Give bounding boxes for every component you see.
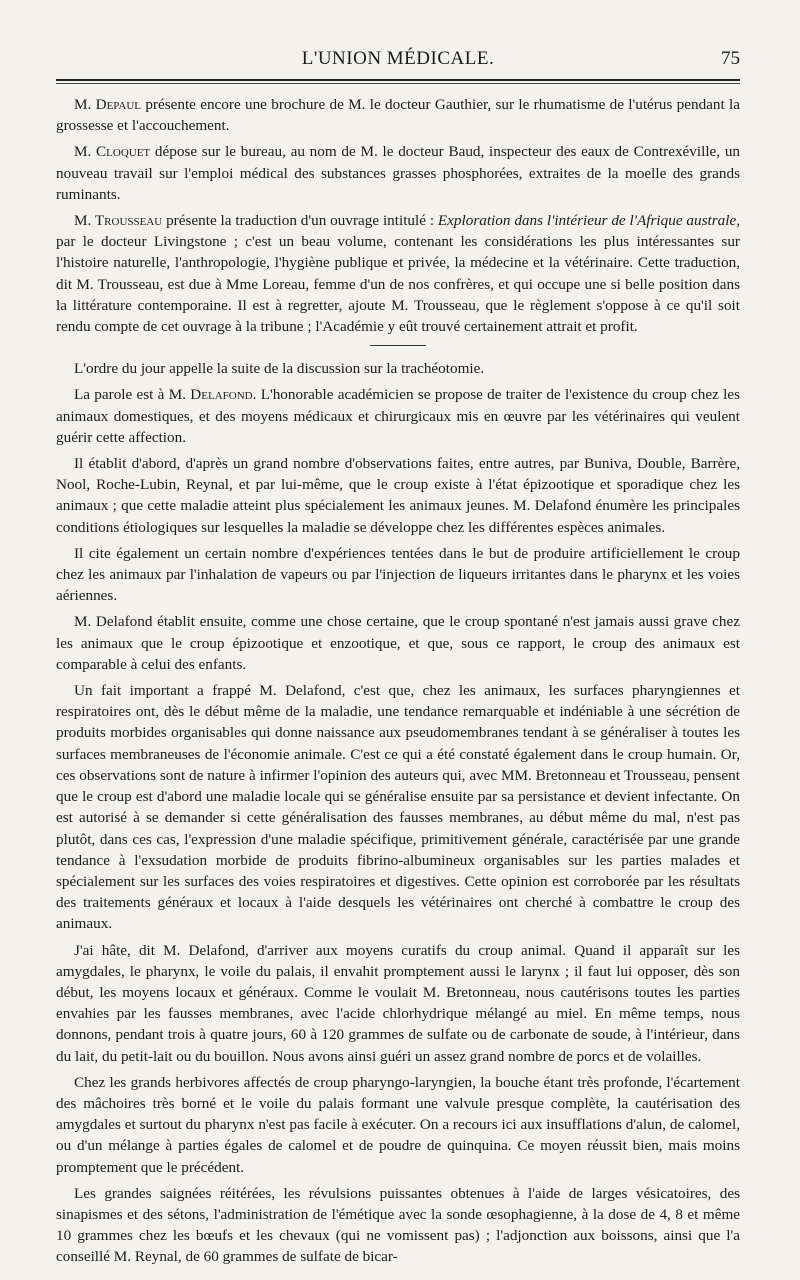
- header-rule: [56, 79, 740, 81]
- running-title: L'UNION MÉDICALE.: [301, 48, 495, 69]
- para-delafond-intro: La parole est à M. Delafond. L'honorable académicien se propose de traiter de l'existence du croup chez les animaux domestiques, et des moyens médicaux et chirurgicaux mis en œuvre par les vétérinaires qui veulent guérir cette affection.: [56, 386, 741, 446]
- page-header: [56, 44, 740, 74]
- section-separator: [370, 345, 426, 346]
- para-moyens-curatifs: J'ai hâte, dit M. Delafond, d'arriver aux moyens curatifs du croup animal. Quand il apparaît sur les amygdales, le pharynx, le voile du palais, il envahit promptement aussi le larynx ; il faut lui opposer, dès son début, les moyens locaux et généraux. Comme le voulait M. Bretonneau, nous cautérisons toutes les parties envahies par les fausses membranes, avec l'acide chlorhydrique mélangé au miel. En même temps, nous donnons, pendant trois à quatre jours, 60 à 120 grammes de sulfate ou de carbonate de soude, à l'intérieur, dans du lait, du petit-lait ou du bouillon. Nous avons ainsi guéri un assez grand nombre de porcs et de volailles.: [56, 941, 740, 1065]
- para-herbivores: Chez les grands herbivores affectés de croup pharyngo-laryngien, la bouche étant très profonde, l'écartement des mâchoires très borné et le voile du palais formant une valvule presque complète, la cautérisation des amygdales et surtout du pharynx n'est pas facile à exécuter. On a recours ici aux insufflations d'alun, de calomel, ou d'un mélange à parties égales de calomel et de poudre de quinquina. Ce moyen réussit bien, mais moins promptement que le précédent.: [56, 1073, 740, 1176]
- para-saignees: Les grandes saignées réitérées, les révulsions puissantes obtenues à l'aide de larges vésicatoires, des sinapismes et des sétons, l'administration de l'émétique avec la sonde œsophagienne, à la dose de 4, 8 et même 10 grammes chez les bœufs et les chevaux (qui ne vomissent pas) ; l'adjonction aux boissons, ainsi que l'a conseillé M. Reynal, de 60 grammes de sulfate de bicar-: [56, 1184, 740, 1266]
- page-number: 75: [721, 48, 740, 69]
- para-trousseau: M. Trousseau présente la traduction d'un ouvrage intitulé : Exploration dans l'intérieur de l'Afrique australe, par le docteur Livingstone ; c'est un beau volume, contenant les considérations les plus intéressantes sur l'histoire naturelle, l'anthropologie, l'hygiène publique et privée, la médecine et la vétérinaire. Cette traduction, dit M. Trousseau, est due à Mme Loreau, femme d'un de nos confrères, et qui occupe une si belle position dans la littérature contemporaine. Il est à regretter, ajoute M. Trousseau, que le règlement s'oppose à ce qu'il soit rendu compte de cet ouvrage à la tribune ; l'Académie y eût trouvé certainement attrait et profit.: [56, 212, 740, 336]
- para-grave: M. Delafond établit ensuite, comme une chose certaine, que le croup spontané n'est jamais aussi grave chez les animaux que le croup épizootique et enzootique, et que, sous ce rapport, le croup des animaux est comparable à celui des enfants.: [56, 613, 740, 673]
- para-observations: Il établit d'abord, d'après un grand nombre d'observations faites, entre autres, par Buniva, Double, Barrère, Nool, Roche-Lubin, Reynal, et par lui-même, que le croup existe à l'état épizootique et sporadique chez les animaux ; que cette maladie atteint plus spécialement les animaux jeunes. M. Delafond énumère les principales conditions étiologiques sur lesquelles la maladie se développe chez les différentes espèces animales.: [56, 455, 740, 536]
- para-cloquet: M. Cloquet dépose sur le bureau, au nom de M. le docteur Baud, inspecteur des eaux de Contrexéville, un nouveau travail sur l'emploi médical des substances grasses phosphorées, extraites de la moelle des grands ruminants.: [56, 143, 741, 203]
- para-experiences: Il cite également un certain nombre d'expériences tentées dans le but de produire artificiellement le croup chez les animaux par l'inhalation de vapeurs ou par l'injection de liqueurs irritantes dans le pharynx et les voies aériennes.: [56, 544, 740, 605]
- article-body: [56, 94, 740, 1273]
- para-ordre: L'ordre du jour appelle la suite de la discussion sur la trachéotomie.: [74, 360, 485, 378]
- para-depaul: M. Depaul présente encore une brochure de M. le docteur Gauthier, sur le rhumatisme de l'utérus pendant la grossesse et l'accouchement.: [56, 96, 741, 135]
- para-fait-important: Un fait important a frappé M. Delafond, c'est que, chez les animaux, les surfaces pharyngiennes et respiratoires ont, dès le début même de la maladie, une tendance remarquable et indéniable à une sécrétion de produits morbides organisables qui donne naissance aux pseudomembranes tendant à se généraliser à toutes les surfaces membraneuses de l'économie animale. C'est ce qui a été constaté également dans le croup humain. Or, ces observations sont de nature à infirmer l'opinion des auteurs qui, avec MM. Bretonneau et Trousseau, pensent que le croup est d'abord une maladie locale qui se généralise ensuite par sa persistance et devient infectante. On est autorisé à se demander si cette généralisation des fausses membranes, au début même du mal, n'est pas plutôt, dans ces cas, l'expression d'une maladie spécifique, primitivement générale, caractérisée par une grande tendance à l'exsudation morbide de produits fibrino-albumineux organisables sur les parties malades et spécialement sur les surfaces des voies respiratoires et digestives. Cette opinion est corroborée par les résultats des traitements généraux et locaux à l'aide desquels les vétérinaires ont cherché à combattre le croup des animaux.: [56, 682, 740, 933]
